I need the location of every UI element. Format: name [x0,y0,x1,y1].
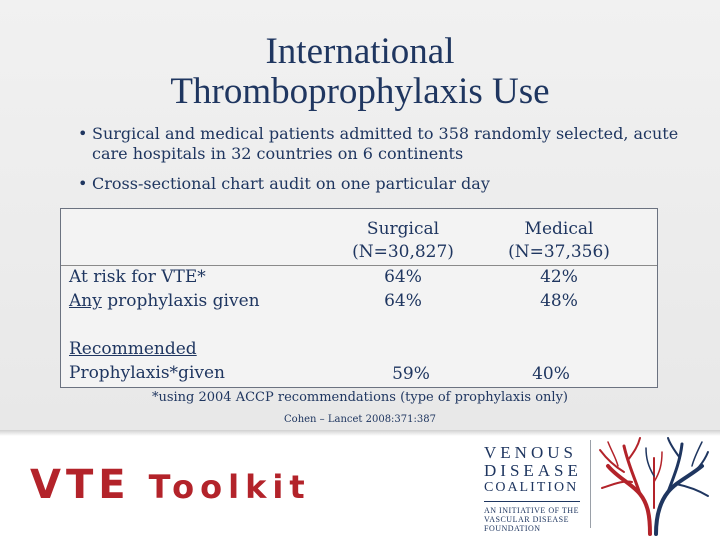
vte-toolkit-logo-word: Toolkit [148,468,311,506]
medical-header: Medical [524,219,594,239]
cell-medical-recommended: 40% [532,364,570,384]
bullet-list [78,124,698,204]
bullet-text: Cross-sectional chart audit on one particular day [92,174,490,193]
logo-divider [590,440,591,528]
citation: Cohen – Lancet 2008:371:387 [284,414,436,425]
table-header-divider [61,265,657,266]
slide-title-line-1: International [265,31,455,72]
table-footnote: *using 2004 ACCP recommendations (type of prophylaxis only) [151,390,569,405]
logo-line-disease: DISEASE [484,461,582,480]
cell-medical-at-risk: 42% [540,267,578,287]
vein-tree-icon [594,436,714,536]
row-label-at-risk: At risk for VTE* [69,267,206,287]
row-label-any-underlined: Any [69,291,102,311]
logo-line-venous: VENOUS [484,443,577,462]
row-label-any-rest: prophylaxis given [101,291,260,311]
cell-surgical-recommended: 59% [392,364,430,384]
surgical-header: Surgical [366,219,440,239]
medical-n: (N=37,356) [508,242,610,262]
vte-toolkit-logo [30,462,311,508]
bullet-text: Surgical and medical patients admitted to 358 randomly selected, acute care hospitals in 32 countries on 6 continents [92,124,679,163]
logo-rule [484,501,580,502]
row-label-recommended-line-1: Recommended [69,339,197,359]
logo-initiative-text: AN INITIATIVE OF THE VASCULAR DISEASE FOUNDATION [484,506,579,533]
bullet-item [78,124,698,164]
bullet-dot-icon: • [78,124,88,143]
cell-surgical-any: 64% [384,291,422,311]
row-label-recommended-line-2: Prophylaxis*given [69,363,225,383]
venous-disease-coalition-logo [484,444,584,533]
slide-title-line-2: Thromboprophylaxis Use [170,71,550,112]
surgical-n: (N=30,827) [352,242,454,262]
prophylaxis-table [60,208,658,388]
cell-medical-any: 48% [540,291,578,311]
bullet-item [78,174,698,194]
logo-line-coalition: COALITION [484,480,579,495]
cell-surgical-at-risk: 64% [384,267,422,287]
bullet-dot-icon: • [78,174,88,193]
vte-toolkit-logo-vte: VTE [30,462,131,508]
row-label-any-prophylaxis [69,291,260,311]
